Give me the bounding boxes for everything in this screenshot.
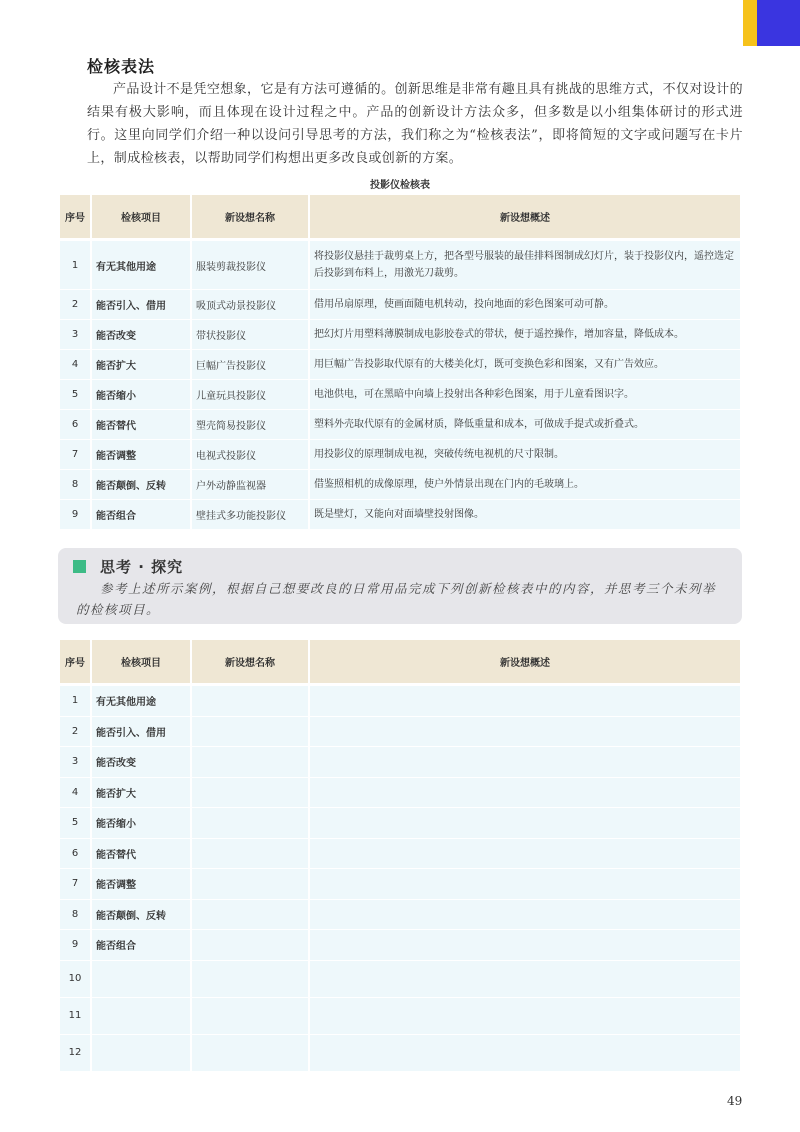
table-row (60, 717, 740, 748)
row-no: 11 (60, 998, 90, 1035)
row-no: 7 (60, 440, 90, 470)
row-item: 能否组合 (92, 930, 190, 961)
row-name-blank[interactable] (192, 900, 308, 931)
row-desc-blank[interactable] (310, 839, 740, 870)
table-row (60, 839, 740, 870)
row-desc-blank[interactable] (310, 717, 740, 748)
row-item: 能否引入、借用 (92, 290, 190, 320)
think-explore-title (76, 556, 183, 577)
row-item: 能否颠倒、反转 (92, 470, 190, 500)
row-desc-blank[interactable] (310, 869, 740, 900)
row-name-blank[interactable] (192, 778, 308, 809)
row-item: 有无其他用途 (92, 686, 190, 717)
table-caption: 投影仪检核表 (370, 180, 430, 191)
row-desc-blank[interactable] (310, 808, 740, 839)
row-item: 能否调整 (92, 869, 190, 900)
header-no: 序号 (60, 195, 90, 241)
table-row (60, 241, 740, 290)
row-name: 带状投影仪 (192, 320, 308, 350)
row-name: 电视式投影仪 (192, 440, 308, 470)
header-desc: 新设想概述 (310, 640, 740, 686)
blank-checklist-table (58, 640, 742, 1072)
header-name: 新设想名称 (192, 640, 308, 686)
intro-paragraph: 产品设计不是凭空想象，它是有方法可遵循的。创新思维是非常有趣且具有挑战的思维方式，不仅对设计的结果有极大影响，而且体现在设计过程之中。产品的创新设计方法众多，但多数是以小组集体研讨的形式进行。这里向同学们介绍一种以设问引导思考的方法，我们称之为“检核表法”，即将简短的文字或问题写在卡片上，制成检核表，以帮助同学们构想出更多改良或创新的方案。 (87, 82, 743, 166)
header-item: 检核项目 (92, 195, 190, 241)
row-item: 能否改变 (92, 747, 190, 778)
header-no: 序号 (60, 640, 90, 686)
row-name: 儿童玩具投影仪 (192, 380, 308, 410)
row-name-blank[interactable] (192, 808, 308, 839)
row-name: 壁挂式多功能投影仪 (192, 500, 308, 530)
row-name-blank[interactable] (192, 1035, 308, 1072)
row-item: 能否替代 (92, 839, 190, 870)
table-row (60, 930, 740, 961)
row-name-blank[interactable] (192, 961, 308, 998)
page-number: 49 (727, 1094, 743, 1108)
row-item-blank[interactable] (92, 998, 190, 1035)
table-row (60, 350, 740, 380)
section-title: 检核表法 (87, 57, 156, 76)
table-row (60, 1035, 740, 1072)
row-item: 能否组合 (92, 500, 190, 530)
row-name: 塑壳简易投影仪 (192, 410, 308, 440)
row-desc: 塑料外壳取代原有的金属材质，降低重量和成本，可做成手提式或折叠式。 (310, 410, 740, 440)
row-item: 能否缩小 (92, 808, 190, 839)
row-name-blank[interactable] (192, 747, 308, 778)
table-row (60, 998, 740, 1035)
think-title-text: 思考 · 探究 (100, 558, 184, 576)
row-desc: 把幻灯片用塑料薄膜制成电影胶卷式的带状，便于遥控操作，增加容量，降低成本。 (310, 320, 740, 350)
row-item: 能否扩大 (92, 778, 190, 809)
row-no: 8 (60, 470, 90, 500)
table-row (60, 778, 740, 809)
table-row (60, 900, 740, 931)
row-name: 吸顶式动景投影仪 (192, 290, 308, 320)
table-row (60, 869, 740, 900)
row-desc: 用巨幅广告投影取代原有的大楼美化灯，既可变换色彩和图案，又有广告效应。 (310, 350, 740, 380)
table-header-row (60, 640, 740, 686)
corner-accent-blue (757, 0, 800, 46)
row-no: 2 (60, 717, 90, 748)
row-no: 8 (60, 900, 90, 931)
row-desc: 借鉴照相机的成像原理，使户外情景出现在门内的毛玻璃上。 (310, 470, 740, 500)
row-no: 10 (60, 961, 90, 998)
row-no: 1 (60, 686, 90, 717)
table-row (60, 290, 740, 320)
row-name-blank[interactable] (192, 839, 308, 870)
row-desc-blank[interactable] (310, 961, 740, 998)
header-item: 检核项目 (92, 640, 190, 686)
row-desc-blank[interactable] (310, 778, 740, 809)
projector-checklist-table (58, 195, 742, 530)
row-name-blank[interactable] (192, 869, 308, 900)
row-no: 5 (60, 380, 90, 410)
table-row (60, 500, 740, 530)
header-desc: 新设想概述 (310, 195, 740, 241)
row-no: 9 (60, 500, 90, 530)
table-row (60, 808, 740, 839)
table-row (60, 961, 740, 998)
row-no: 3 (60, 747, 90, 778)
row-item: 能否改变 (92, 320, 190, 350)
table-row (60, 440, 740, 470)
table-row (60, 747, 740, 778)
row-no: 3 (60, 320, 90, 350)
row-desc: 电池供电，可在黑暗中向墙上投射出各种彩色图案，用于儿童看图识字。 (310, 380, 740, 410)
row-no: 5 (60, 808, 90, 839)
row-name-blank[interactable] (192, 998, 308, 1035)
row-desc-blank[interactable] (310, 747, 740, 778)
row-no: 1 (60, 241, 90, 290)
row-desc-blank[interactable] (310, 900, 740, 931)
row-item: 能否引入、借用 (92, 717, 190, 748)
row-item: 能否颠倒、反转 (92, 900, 190, 931)
table-row (60, 470, 740, 500)
row-desc: 借用吊扇原理，使画面随电机转动，投向地面的彩色图案可动可静。 (310, 290, 740, 320)
row-desc: 既是壁灯，又能向对面墙壁投射图像。 (310, 500, 740, 530)
row-no: 12 (60, 1035, 90, 1072)
row-desc-blank[interactable] (310, 930, 740, 961)
row-no: 6 (60, 410, 90, 440)
row-desc: 用投影仪的原理制成电视，突破传统电视机的尺寸限制。 (310, 440, 740, 470)
think-explore-text: 参考上述所示案例，根据自己想要改良的日常用品完成下列创新检核表中的内容，并思考三个未列举的检核项目。 (76, 581, 717, 617)
table-row (60, 380, 740, 410)
row-item: 有无其他用途 (92, 241, 190, 290)
row-no: 6 (60, 839, 90, 870)
row-item: 能否缩小 (92, 380, 190, 410)
row-no: 7 (60, 869, 90, 900)
row-name-blank[interactable] (192, 717, 308, 748)
row-item: 能否替代 (92, 410, 190, 440)
row-desc-blank[interactable] (310, 998, 740, 1035)
corner-accent-yellow (743, 0, 757, 46)
row-no: 2 (60, 290, 90, 320)
row-item: 能否扩大 (92, 350, 190, 380)
header-name: 新设想名称 (192, 195, 308, 241)
row-item-blank[interactable] (92, 1035, 190, 1072)
table-header-row (60, 195, 740, 241)
row-item-blank[interactable] (92, 961, 190, 998)
row-name-blank[interactable] (192, 686, 308, 717)
row-no: 4 (60, 778, 90, 809)
row-name: 服装剪裁投影仪 (192, 241, 308, 290)
row-desc: 将投影仪悬挂于裁剪桌上方，把各型号服装的最佳排料图制成幻灯片，装于投影仪内，遥控选定后投影到布料上，用激光刀裁剪。 (310, 241, 740, 290)
row-name-blank[interactable] (192, 930, 308, 961)
table-row (60, 686, 740, 717)
table-row (60, 320, 740, 350)
row-no: 4 (60, 350, 90, 380)
row-item: 能否调整 (92, 440, 190, 470)
table-row (60, 410, 740, 440)
row-no: 9 (60, 930, 90, 961)
row-name: 户外动静监视器 (192, 470, 308, 500)
row-desc-blank[interactable] (310, 1035, 740, 1072)
row-desc-blank[interactable] (310, 686, 740, 717)
row-name: 巨幅广告投影仪 (192, 350, 308, 380)
